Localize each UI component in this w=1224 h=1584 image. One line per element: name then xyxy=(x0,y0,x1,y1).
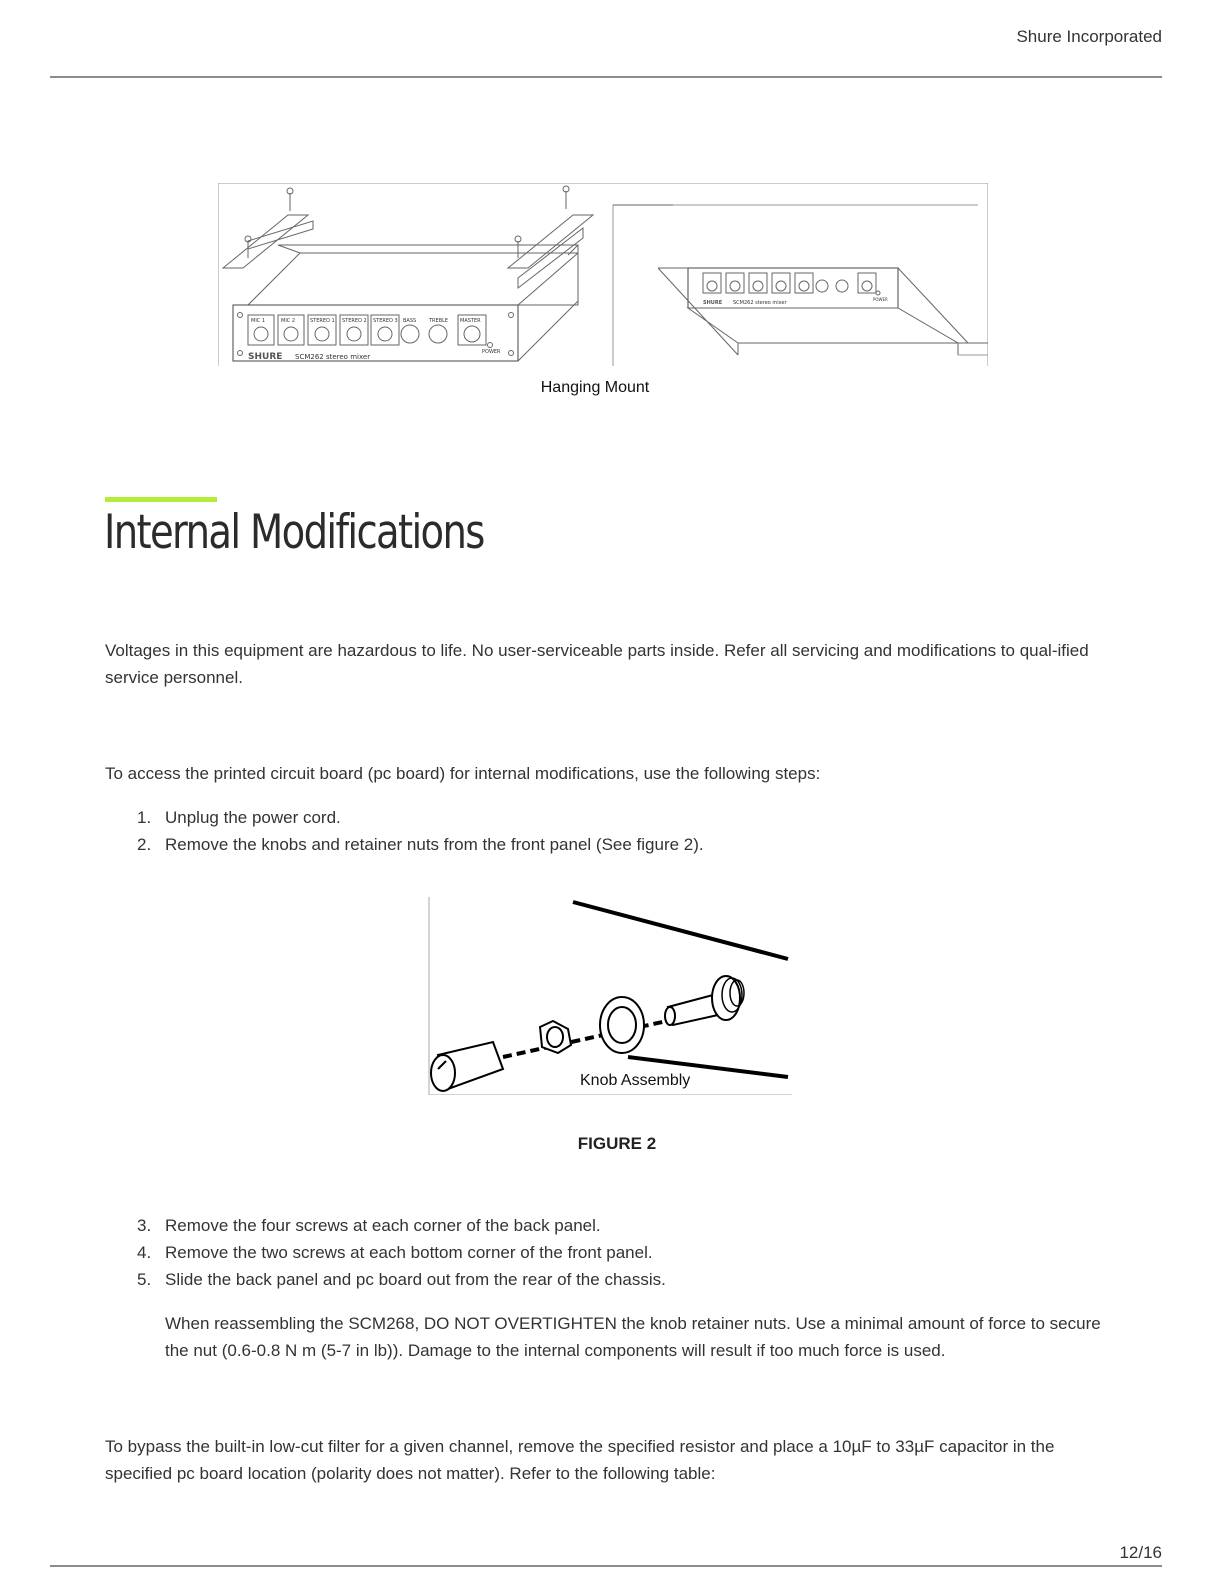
panel-label-mic2: MIC 2 xyxy=(281,318,296,324)
knob-assembly-figure xyxy=(428,897,792,1095)
list-item: 4. Remove the two screws at each bottom corner of the front panel. xyxy=(137,1243,653,1262)
knob-assembly-label: Knob Assembly xyxy=(580,1072,691,1089)
header-company-name: Shure Incorporated xyxy=(1016,27,1162,46)
steps-list-part2 xyxy=(105,1212,1115,1293)
shure-brand-logo: SHURE xyxy=(248,352,283,362)
page-number: 12/16 xyxy=(1119,1543,1162,1562)
warning-paragraph: Voltages in this equipment are hazardous to life. No user-serviceable parts inside. Refer all servicing and modifications to qual-ified service personnel. xyxy=(105,641,1089,687)
power-label: POWER xyxy=(482,349,501,355)
hanging-mount-figure xyxy=(218,183,988,366)
footer-divider xyxy=(50,1565,1162,1567)
panel-label-stereo2: STEREO 2 xyxy=(342,318,367,324)
panel-label-treble: TREBLE xyxy=(429,318,449,324)
section-accent-bar xyxy=(105,497,217,502)
panel-label-stereo1: STEREO 1 xyxy=(310,318,335,324)
list-item: 2. Remove the knobs and retainer nuts from the front panel (See figure 2). xyxy=(137,835,704,854)
access-paragraph: To access the printed circuit board (pc board) for internal modifications, use the following steps: xyxy=(105,764,821,783)
panel-label-master: MASTER xyxy=(460,318,481,324)
shure-brand-logo-small: SHURE xyxy=(703,300,723,306)
panel-label-stereo3: STEREO 3 xyxy=(373,318,398,324)
list-item: 1. Unplug the power cord. xyxy=(137,808,341,827)
panel-label-mic1: MIC 1 xyxy=(251,318,266,324)
model-label: SCM262 stereo mixer xyxy=(295,353,371,361)
section-title: Internal Modifications xyxy=(104,505,484,560)
power-label-small: POWER xyxy=(873,297,888,302)
model-label-small: SCM262 stereo mixer xyxy=(733,300,787,306)
header-divider xyxy=(50,76,1162,78)
list-item: 3. Remove the four screws at each corner of the back panel. xyxy=(137,1216,601,1235)
panel-label-bass: BASS xyxy=(403,318,417,324)
reassembly-note: When reassembling the SCM268, DO NOT OVERTIGHTEN the knob retainer nuts. Use a minimal amount of force to secure the nut (0.6-0.8 N m (5-7 in lb)). Damage to the internal components will result if too much force is used. xyxy=(165,1314,1101,1360)
bypass-paragraph: To bypass the built-in low-cut filter for a given channel, remove the specified resistor and place a 10µF to 33µF capacitor in the specified pc board location (polarity does not matter). Refer to the following table: xyxy=(105,1437,1055,1483)
steps-list-part1 xyxy=(105,804,1115,858)
hanging-mount-caption: Hanging Mount xyxy=(540,379,650,396)
list-item: 5. Slide the back panel and pc board out from the rear of the chassis. xyxy=(137,1270,666,1289)
figure-2-title: FIGURE 2 xyxy=(577,1134,657,1153)
